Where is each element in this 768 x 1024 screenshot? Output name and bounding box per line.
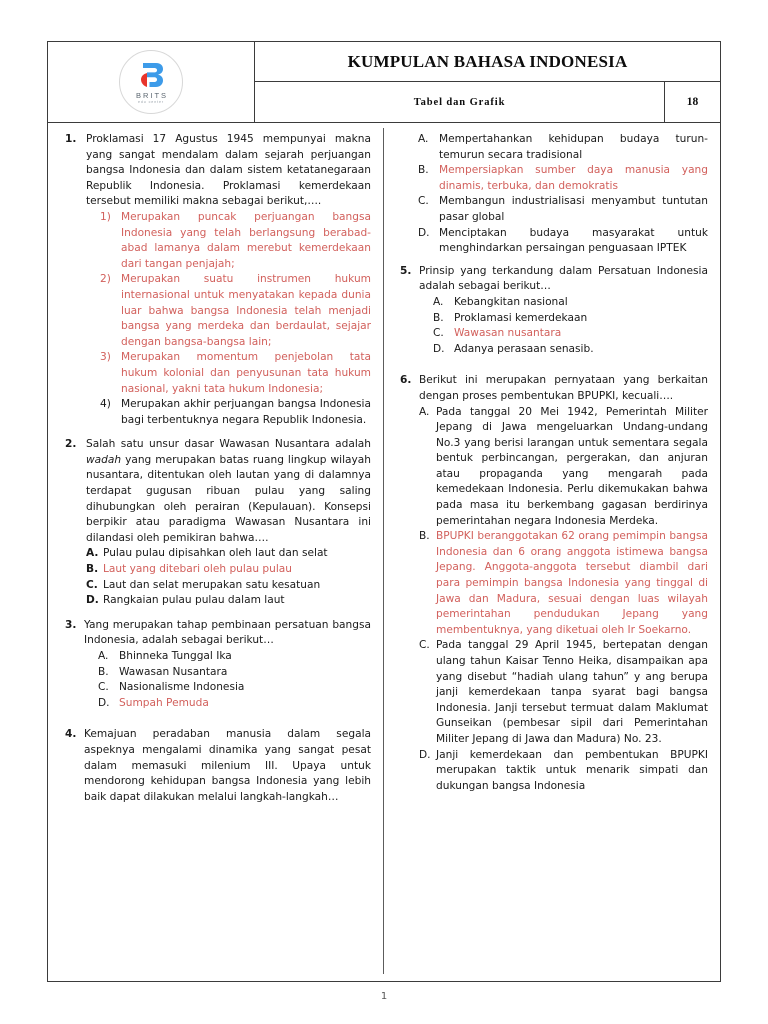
question-1-number: 1. (65, 133, 77, 145)
question-4-number: 4. (65, 728, 77, 741)
option-text: BPUPKI beranggotakan 62 orang pemimpin bangsa Indonesia dan 6 orang anggota istimewa bangsa Jepang. Anggota-anggota tersebut diambil dari para pemimpin bangsa Indonesia yang tinggal di Jawa dan Madura, sesuai dengan luas wilayah pemerintahan pendudukan Jepang yang membentuknya, yang diketuai oleh Ir Soekarno. (436, 530, 708, 636)
logo-cell (48, 42, 255, 122)
option-item[interactable] (100, 397, 371, 428)
option-key: 2) (100, 273, 111, 286)
page-body (48, 123, 720, 980)
option-key: B. (86, 563, 99, 576)
spacer (400, 366, 708, 373)
option-key: D. (418, 226, 430, 239)
subtitle-row (255, 82, 720, 122)
option-key: D. (433, 342, 445, 355)
question-4-options (400, 132, 708, 257)
option-item[interactable] (418, 132, 708, 163)
option-key: B. (418, 164, 429, 177)
option-key: B. (433, 311, 444, 324)
option-text: Laut yang ditebari oleh pulau pulau (103, 563, 292, 576)
option-key: A. (98, 650, 109, 662)
header-right (255, 42, 720, 122)
question-3-stem: Yang merupakan tahap pembinaan persatuan bangsa Indonesia, adalah sebagai berikut… (84, 618, 371, 647)
option-text: Merupakan momentum penjebolan tata hukum kolonial dan penyusunan tata hukum nasional, yakni tata hukum Indonesia; (121, 351, 371, 395)
option-key: C. (98, 681, 109, 694)
option-text: Rangkaian pulau pulau dalam laut (103, 594, 285, 607)
title-row (255, 42, 720, 82)
question-2-stem (86, 437, 371, 546)
footer-page-number: 1 (380, 991, 388, 1002)
option-text: Janji kemerdekaan dan pembentukan BPUPKI merupakan taktik untuk menarik simpati dan dukungan bangsa Indonesia (436, 748, 708, 792)
worksheet-page (47, 41, 721, 982)
page-header (48, 42, 720, 123)
option-item[interactable] (98, 680, 371, 696)
question-2-stem-part2: yang merupakan batas ruang lingkup wilayah nusantara, ditentukan oleh lautan yang di dalamnya terdapat gugusan ribuan pulau yang saling dihubungkan oleh perairan (Kepulauan). Konsepsi berpikir atau paradigma Wawasan Nusantara ini dilandasi oleh pemikiran bahwa…. (86, 453, 371, 544)
option-item[interactable] (98, 649, 371, 665)
question-5-number: 5. (400, 264, 412, 277)
question-3-number: 3. (65, 618, 77, 631)
question-2 (65, 437, 371, 609)
header-page-number-cell (665, 82, 720, 122)
question-3 (65, 618, 371, 712)
spacer (400, 257, 708, 264)
question-6-stem: Berikut ini merupakan pernyataan yang berkaitan dengan proses pembentukan BPUPKI, kecuali…. (419, 374, 708, 402)
option-item[interactable] (98, 696, 371, 712)
brits-logo (119, 50, 183, 114)
option-item[interactable] (433, 326, 708, 342)
option-key: C. (433, 327, 444, 340)
subtitle-cell (255, 82, 665, 122)
option-key: D. (86, 594, 99, 607)
option-item[interactable] (100, 272, 371, 350)
question-4 (65, 727, 371, 805)
option-item[interactable] (419, 748, 708, 795)
question-6 (400, 373, 708, 794)
option-key: B. (419, 530, 430, 543)
question-5 (400, 264, 708, 358)
option-item[interactable] (100, 350, 371, 397)
option-item[interactable] (418, 194, 708, 225)
option-item[interactable] (419, 405, 708, 530)
question-2-stem-italic: wadah (86, 453, 122, 466)
option-item[interactable] (86, 546, 371, 562)
option-item[interactable] (98, 665, 371, 681)
option-key: A. (418, 133, 429, 145)
option-text: Nasionalisme Indonesia (119, 681, 245, 694)
option-key: D. (98, 696, 110, 709)
right-column (384, 132, 720, 980)
logo-tagline: edu center (138, 99, 164, 104)
question-6-number: 6. (400, 374, 412, 387)
option-text: Sumpah Pemuda (119, 696, 209, 709)
option-text: Pulau pulau dipisahkan oleh laut dan selat (103, 547, 328, 560)
question-2-number: 2. (65, 438, 77, 451)
option-text: Bhinneka Tunggal Ika (119, 650, 232, 662)
option-key: 1) (100, 210, 111, 223)
header-page-number: 18 (686, 96, 699, 108)
document-subtitle: Tabel dan Grafik (413, 96, 506, 108)
option-text: Pada tanggal 29 April 1945, bertepatan dengan ulang tahun Kaisar Tenno Heika, disampaikan apa yang disebut “hadiah ulang tahun” y ang berupa janji kemerdekaan tanpa syarat bagi bangsa Indonesia. Janji tersebut termuat dalam Maklumat Gunseikan (pembesar sipil dari Pemerintahan Militer Jepang di Jawa dan Madura) No. 23. (436, 639, 708, 745)
option-item[interactable] (100, 210, 371, 272)
question-1 (65, 132, 371, 428)
option-text: Merupakan akhir perjuangan bangsa Indonesia bagi terbentuknya negara Republik Indonesia. (121, 398, 371, 426)
option-item[interactable] (433, 342, 708, 358)
option-text: Wawasan nusantara (454, 327, 562, 340)
option-item[interactable] (86, 562, 371, 578)
option-item[interactable] (418, 226, 708, 257)
question-1-options (86, 210, 371, 428)
question-5-stem: Prinsip yang terkandung dalam Persatuan Indonesia adalah sebagai berikut… (419, 264, 708, 293)
option-text: Membangun industrialisasi menyambut tuntutan pasar global (439, 195, 708, 223)
option-key: D. (419, 748, 431, 761)
question-6-options (419, 405, 708, 795)
option-text: Laut dan selat merupakan satu kesatuan (103, 578, 321, 591)
option-text: Proklamasi kemerdekaan (454, 311, 588, 324)
option-item[interactable] (418, 163, 708, 194)
option-item[interactable] (86, 593, 371, 609)
option-key: 4) (100, 398, 111, 411)
option-key: 3) (100, 351, 111, 364)
option-text: Merupakan puncak perjuangan bangsa Indonesia yang telah berlangsung berabad-abad lamanya dalam merebut kemerdekaan dari tangan penjajah; (121, 210, 371, 270)
logo-wordmark: BRITS (135, 90, 169, 100)
option-text: Pada tanggal 20 Mei 1942, Pemerintah Militer Jepang di Jawa mengeluarkan Undang-undang No.3 yang berisi larangan untuk sementara segala bentuk perbincangan, pergerakan, dan anjuran atau propaganda yang mengarah pada kemedekaan Indonesia. Perlu dikemukakan bahwa pada masa itu berkembang gagasan berdirinya pemerintahan negara Indonesia Merdeka. (436, 405, 708, 527)
option-item[interactable] (86, 578, 371, 594)
question-4-stem: Kemajuan peradaban manusia dalam segala aspeknya mengalami dinamika yang sangat pesat dalam memasuki milenium III. Upaya untuk mendorong kehidupan bangsa Indonesia yang lebih baik dapat dilakukan melalui langkah-langkah… (84, 728, 371, 803)
option-text: Wawasan Nusantara (119, 665, 228, 678)
option-key: B. (98, 665, 109, 678)
option-text: Adanya perasaan senasib. (454, 342, 594, 355)
brits-b-logo-icon (136, 60, 166, 90)
option-text: Mempersiapkan sumber daya manusia yang dinamis, terbuka, dan demokratis (439, 164, 708, 192)
option-item[interactable] (433, 295, 708, 311)
document-title: KUMPULAN BAHASA INDONESIA (347, 51, 628, 71)
option-item[interactable] (433, 311, 708, 327)
option-text: Mempertahankan kehidupan budaya turun-temurun secara tradisional (439, 133, 708, 161)
option-key: A. (86, 547, 99, 560)
left-column (48, 132, 383, 980)
option-key: A. (419, 405, 430, 418)
spacer (65, 720, 371, 727)
question-2-options (86, 546, 371, 608)
option-text: Kebangkitan nasional (454, 295, 568, 308)
option-text: Merupakan suatu instrumen hukum internasional untuk menyatakan kepada dunia luar bahwa bangsa Indonesia telah menjadi bangsa yang merdeka dan berdaulat, sejajar dengan bangsa-bangsa lain; (121, 273, 371, 348)
question-1-stem: Proklamasi 17 Agustus 1945 mempunyai makna yang sangat mendalam dalam sejarah perjuangan bangsa Indonesia dan dalam sistem ketatanegaraan Republik Indonesia. Proklamasi kemerdekaan tersebut memiliki makna sebagai berikut,…. (86, 133, 371, 208)
option-key: C. (419, 639, 430, 652)
option-text: Menciptakan budaya masyarakat untuk menghindarkan persaingan penguasaan IPTEK (439, 226, 708, 255)
question-2-stem-part1: Salah satu unsur dasar Wawasan Nusantara adalah (86, 438, 371, 451)
option-key: A. (433, 295, 444, 308)
question-5-options (419, 295, 708, 357)
option-item[interactable] (419, 529, 708, 638)
question-3-options (84, 649, 371, 711)
option-item[interactable] (419, 638, 708, 747)
option-key: C. (418, 195, 429, 208)
option-key: C. (86, 578, 98, 591)
